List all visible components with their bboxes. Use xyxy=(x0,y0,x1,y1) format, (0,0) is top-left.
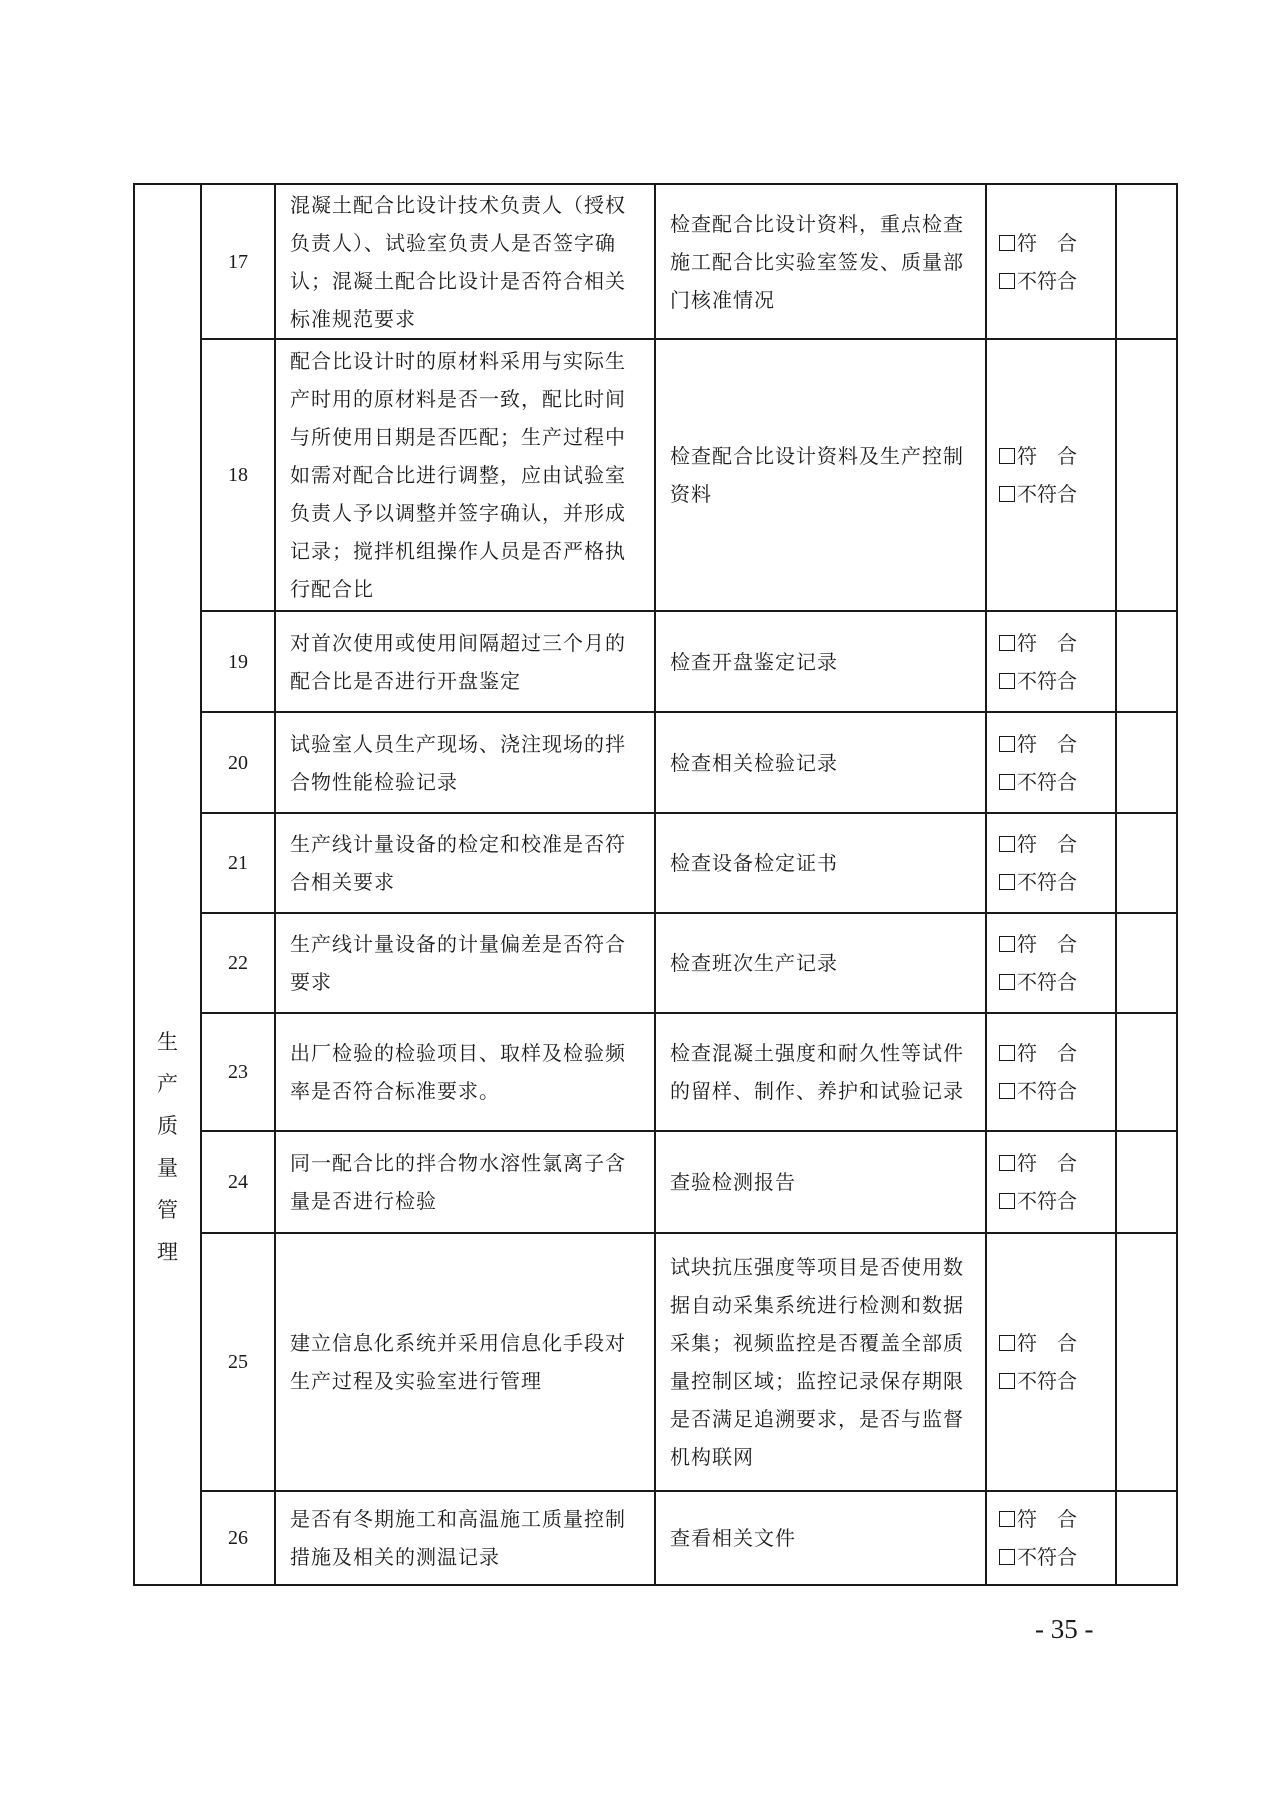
conform-option[interactable] xyxy=(999,1034,1115,1072)
conform-option[interactable] xyxy=(999,437,1115,475)
nonconform-option-label: 不符合 xyxy=(1017,268,1077,293)
nonconform-option[interactable] xyxy=(999,863,1115,901)
checkbox-conform-icon[interactable] xyxy=(999,448,1015,464)
inspection-method: 检查混凝土强度和耐久性等试件的留样、制作、养护和试验记录 xyxy=(655,1013,986,1131)
row-number: 21 xyxy=(201,813,275,913)
result-cell xyxy=(986,1013,1116,1131)
checkbox-nonconform-icon[interactable] xyxy=(999,1083,1015,1099)
table-row xyxy=(134,1233,1177,1491)
checkbox-conform-icon[interactable] xyxy=(999,836,1015,852)
table-row xyxy=(134,611,1177,712)
inspection-method: 查验检测报告 xyxy=(655,1131,986,1233)
nonconform-option[interactable] xyxy=(999,662,1115,700)
conform-option-label: 符 合 xyxy=(1017,230,1077,255)
remark-cell xyxy=(1116,1233,1177,1491)
inspection-item: 对首次使用或使用间隔超过三个月的配合比是否进行开盘鉴定 xyxy=(275,611,655,712)
result-cell xyxy=(986,913,1116,1013)
table-row xyxy=(134,1131,1177,1233)
conform-option[interactable] xyxy=(999,224,1115,262)
checkbox-conform-icon[interactable] xyxy=(999,1511,1015,1527)
conform-option-label: 符 合 xyxy=(1017,1331,1077,1355)
table-row xyxy=(134,913,1177,1013)
remark-cell xyxy=(1116,1131,1177,1233)
inspection-method: 检查配合比设计资料及生产控制资料 xyxy=(655,339,986,611)
conform-option[interactable] xyxy=(999,725,1115,763)
inspection-method: 试块抗压强度等项目是否使用数据自动采集系统进行检测和数据采集；视频监控是否覆盖全部质量控制区域；监控记录保存期限是否满足追溯要求，是否与监督机构联网 xyxy=(655,1233,986,1491)
checkbox-nonconform-icon[interactable] xyxy=(999,1373,1015,1389)
inspection-method: 查看相关文件 xyxy=(655,1491,986,1585)
nonconform-option[interactable] xyxy=(999,763,1115,801)
conform-option[interactable] xyxy=(999,1144,1115,1182)
inspection-item: 试验室人员生产现场、浇注现场的拌合物性能检验记录 xyxy=(275,712,655,813)
inspection-item: 是否有冬期施工和高温施工质量控制措施及相关的测温记录 xyxy=(275,1491,655,1585)
table-row xyxy=(134,1491,1177,1585)
row-number: 26 xyxy=(201,1491,275,1585)
table-row xyxy=(134,339,1177,611)
nonconform-option[interactable] xyxy=(999,1362,1115,1400)
nonconform-option-label: 不符合 xyxy=(1017,482,1077,506)
remark-cell xyxy=(1116,184,1177,339)
nonconform-option-label: 不符合 xyxy=(1017,769,1077,794)
conform-option-label: 符 合 xyxy=(1017,1041,1077,1065)
checkbox-nonconform-icon[interactable] xyxy=(999,774,1015,790)
inspection-method: 检查开盘鉴定记录 xyxy=(655,611,986,712)
result-cell xyxy=(986,813,1116,913)
table-row xyxy=(134,184,1177,339)
checkbox-nonconform-icon[interactable] xyxy=(999,673,1015,689)
nonconform-option-label: 不符合 xyxy=(1017,1189,1077,1213)
remark-cell xyxy=(1116,611,1177,712)
inspection-method: 检查相关检验记录 xyxy=(655,712,986,813)
inspection-table xyxy=(133,183,1178,1586)
nonconform-option[interactable] xyxy=(999,963,1115,1001)
inspection-item: 生产线计量设备的计量偏差是否符合要求 xyxy=(275,913,655,1013)
row-number: 24 xyxy=(201,1131,275,1233)
nonconform-option-label: 不符合 xyxy=(1017,1369,1077,1393)
result-cell xyxy=(986,611,1116,712)
conform-option[interactable] xyxy=(999,825,1115,863)
row-number: 17 xyxy=(201,184,275,339)
result-cell xyxy=(986,1131,1116,1233)
checkbox-conform-icon[interactable] xyxy=(999,235,1015,251)
checkbox-nonconform-icon[interactable] xyxy=(999,486,1015,502)
checkbox-conform-icon[interactable] xyxy=(999,1155,1015,1171)
nonconform-option[interactable] xyxy=(999,262,1115,300)
checkbox-conform-icon[interactable] xyxy=(999,635,1015,651)
row-number: 18 xyxy=(201,339,275,611)
row-number: 22 xyxy=(201,913,275,1013)
nonconform-option[interactable] xyxy=(999,1182,1115,1220)
nonconform-option-label: 不符合 xyxy=(1017,1079,1077,1103)
result-cell xyxy=(986,1233,1116,1491)
nonconform-option-label: 不符合 xyxy=(1017,870,1077,894)
checkbox-nonconform-icon[interactable] xyxy=(999,273,1015,289)
conform-option[interactable] xyxy=(999,1500,1115,1538)
checkbox-nonconform-icon[interactable] xyxy=(999,974,1015,990)
table-row xyxy=(134,712,1177,813)
nonconform-option[interactable] xyxy=(999,475,1115,513)
page-number: - 35 - xyxy=(1035,1614,1094,1644)
result-cell xyxy=(986,184,1116,339)
row-number: 19 xyxy=(201,611,275,712)
conform-option-label: 符 合 xyxy=(1017,832,1077,856)
result-cell xyxy=(986,339,1116,611)
result-cell xyxy=(986,1491,1116,1585)
remark-cell xyxy=(1116,913,1177,1013)
inspection-item: 生产线计量设备的检定和校准是否符合相关要求 xyxy=(275,813,655,913)
row-number: 20 xyxy=(201,712,275,813)
remark-cell xyxy=(1116,339,1177,611)
inspection-item: 建立信息化系统并采用信息化手段对生产过程及实验室进行管理 xyxy=(275,1233,655,1491)
conform-option-label: 符 合 xyxy=(1017,932,1077,956)
checkbox-nonconform-icon[interactable] xyxy=(999,1549,1015,1565)
remark-cell xyxy=(1116,1013,1177,1131)
table-row xyxy=(134,813,1177,913)
nonconform-option[interactable] xyxy=(999,1538,1115,1576)
inspection-item: 混凝土配合比设计技术负责人（授权负责人）、试验室负责人是否签字确认；混凝土配合比设计是否符合相关标准规范要求 xyxy=(275,184,655,339)
conform-option[interactable] xyxy=(999,624,1115,662)
category-cell xyxy=(134,184,201,1585)
nonconform-option-label: 不符合 xyxy=(1017,668,1077,693)
inspection-method: 检查配合比设计资料，重点检查施工配合比实验室签发、质量部门核准情况 xyxy=(655,184,986,339)
checkbox-conform-icon[interactable] xyxy=(999,736,1015,752)
conform-option[interactable] xyxy=(999,1324,1115,1362)
checkbox-conform-icon[interactable] xyxy=(999,936,1015,952)
inspection-table-body xyxy=(134,184,1177,1585)
nonconform-option[interactable] xyxy=(999,1072,1115,1110)
remark-cell xyxy=(1116,1491,1177,1585)
category-label: 生 产 质 量 管 理 xyxy=(157,1030,178,1264)
checkbox-nonconform-icon[interactable] xyxy=(999,1193,1015,1209)
inspection-item: 配合比设计时的原材料采用与实际生产时用的原材料是否一致，配比时间与所使用日期是否匹配；生产过程中如需对配合比进行调整，应由试验室负责人予以调整并签字确认，并形成记录；搅拌机组操作人员是否严格执行配合比 xyxy=(275,339,655,611)
nonconform-option-label: 不符合 xyxy=(1017,970,1077,994)
table-row xyxy=(134,1013,1177,1131)
row-number: 23 xyxy=(201,1013,275,1131)
conform-option-label: 符 合 xyxy=(1017,444,1077,468)
inspection-method: 检查班次生产记录 xyxy=(655,913,986,1013)
checkbox-conform-icon[interactable] xyxy=(999,1335,1015,1351)
checkbox-conform-icon[interactable] xyxy=(999,1045,1015,1061)
row-number: 25 xyxy=(201,1233,275,1491)
inspection-method: 检查设备检定证书 xyxy=(655,813,986,913)
checkbox-nonconform-icon[interactable] xyxy=(999,874,1015,890)
nonconform-option-label: 不符合 xyxy=(1017,1545,1077,1569)
result-cell xyxy=(986,712,1116,813)
remark-cell xyxy=(1116,712,1177,813)
inspection-item: 同一配合比的拌合物水溶性氯离子含量是否进行检验 xyxy=(275,1131,655,1233)
conform-option[interactable] xyxy=(999,925,1115,963)
inspection-item: 出厂检验的检验项目、取样及检验频率是否符合标准要求。 xyxy=(275,1013,655,1131)
conform-option-label: 符 合 xyxy=(1017,731,1077,756)
conform-option-label: 符 合 xyxy=(1017,1507,1077,1531)
conform-option-label: 符 合 xyxy=(1017,1151,1077,1175)
conform-option-label: 符 合 xyxy=(1017,630,1077,655)
remark-cell xyxy=(1116,813,1177,913)
